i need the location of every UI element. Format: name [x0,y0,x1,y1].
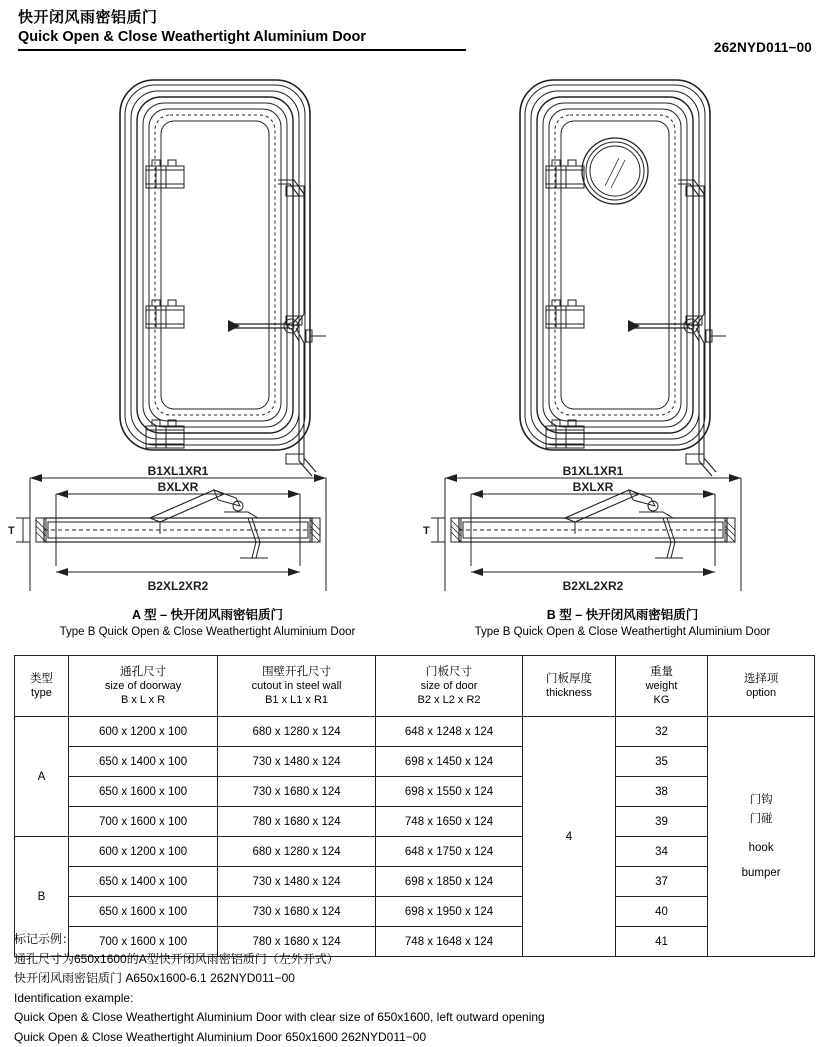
cell-weight: 41 [615,927,708,957]
table-row [15,777,815,807]
table-row [15,837,815,867]
cell-weight: 34 [615,837,708,867]
cell-weight: 37 [615,867,708,897]
header-door-sub: B2 x L2 x R2 [417,694,481,706]
cell-doorway: 650 x 1600 x 100 [68,897,217,927]
cell-door-size: 748 x 1650 x 124 [375,807,522,837]
note-line-6: Quick Open & Close Weathertight Aluminium Door 650x1600 262NYD011−00 [14,1029,427,1044]
header-thickness-cn: 门板厚度 [545,673,592,685]
header-option-en: option [746,687,777,699]
note-line-4: Identification example: [14,990,134,1005]
figure-a-caption-cn: A 型 – 快开闭风雨密铝质门 [132,608,283,622]
cell-door-size: 698 x 1450 x 124 [375,747,522,777]
thickness-mark-b: T [423,525,430,537]
cell-doorway: 600 x 1200 x 100 [68,717,217,747]
header-door-cn: 门板尺寸 [426,666,473,678]
header-cell-option [708,656,815,717]
figure-b-drawing [415,66,830,626]
cell-cutout: 780 x 1680 x 124 [218,927,376,957]
dim-label-mid-b: BXLXR [572,480,614,494]
document-code: 262NYD011−00 [713,40,812,55]
header-doorway-cn: 通孔尺寸 [120,666,167,678]
header-type-en: type [31,687,52,699]
option-line-4: bumper [741,866,781,879]
cell-cutout: 730 x 1480 x 124 [218,747,376,777]
note-line-2: 通孔尺寸为650x1600的A型快开闭风雨密铝质门（左外开式） [14,951,339,966]
option-line-1: 门钩 [749,793,773,806]
note-line-3: 快开闭风雨密铝质门 A650x1600-6.1 262NYD011−00 [14,971,295,985]
header-doorway-sub: B x L x R [120,694,166,706]
header-doorway-en: size of doorway [104,680,182,692]
header-option-cn: 选择项 [743,673,779,685]
cell-door-size: 698 x 1550 x 124 [375,777,522,807]
page-title-chinese: 快开闭风雨密铝质门 [18,9,158,26]
cell-cutout: 680 x 1280 x 124 [218,717,376,747]
table-header-row [15,656,815,717]
figure-b-caption [415,606,830,641]
note-line-1: 标记示例： [14,932,75,946]
header-cutout-cn: 围壁开孔尺寸 [262,666,332,678]
header-weight-sub: KG [653,694,670,706]
document-header [18,8,812,55]
cell-weight: 39 [615,807,708,837]
header-cell-cutout [218,656,376,717]
thickness-mark-a: T [8,525,15,537]
header-cutout-sub: B1 x L1 x R1 [265,694,329,706]
header-type-cn: 类型 [29,673,53,685]
cell-doorway: 650 x 1400 x 100 [68,747,217,777]
figure-b-caption-en: Type B Quick Open & Close Weathertight Aluminium Door [474,626,771,638]
option-line-3: hook [748,841,774,854]
cell-cutout: 680 x 1280 x 124 [218,837,376,867]
cell-door-size: 748 x 1648 x 124 [375,927,522,957]
table-row [15,717,815,747]
identification-example [14,930,815,1047]
dim-label-mid-a: BXLXR [157,480,199,494]
cell-thickness: 4 [523,717,616,957]
cell-weight: 38 [615,777,708,807]
cell-door-size: 648 x 1750 x 124 [375,837,522,867]
cell-cutout: 780 x 1680 x 124 [218,807,376,837]
cell-cutout: 730 x 1680 x 124 [218,777,376,807]
cell-weight: 32 [615,717,708,747]
technical-drawings [0,66,830,646]
header-cell-weight [615,656,708,717]
cell-door-size: 648 x 1248 x 124 [375,717,522,747]
cell-weight: 35 [615,747,708,777]
dim-label-top-a: B1XL1XR1 [147,464,209,478]
table-header [15,656,815,717]
title-underline [18,49,466,51]
header-weight-en: weight [645,680,678,692]
table-row [15,807,815,837]
dim-label-bottom-b: B2XL2XR2 [562,579,624,593]
cell-doorway: 650 x 1400 x 100 [68,867,217,897]
header-cell-type [15,656,69,717]
cell-option [708,717,815,957]
dim-label-bottom-a: B2XL2XR2 [147,579,209,593]
option-line-2: 门碰 [749,812,773,825]
figure-b-caption-cn: B 型 – 快开闭风雨密铝质门 [546,608,699,622]
figure-b [415,66,830,646]
cell-doorway: 600 x 1200 x 100 [68,837,217,867]
header-door-en: size of door [420,680,478,692]
cell-doorway: 650 x 1600 x 100 [68,777,217,807]
header-cell-thickness [523,656,616,717]
table-row [15,867,815,897]
cell-cutout: 730 x 1680 x 124 [218,897,376,927]
table-body [15,717,815,957]
table-row [15,897,815,927]
header-cell-door-size [375,656,522,717]
note-line-5: Quick Open & Close Weathertight Aluminium Door with clear size of 650x1600, left outward opening [14,1010,545,1024]
header-cell-doorway [68,656,217,717]
page-title-english: Quick Open & Close Weathertight Aluminium Door [18,29,367,45]
figure-a-caption-en: Type B Quick Open & Close Weathertight Aluminium Door [59,626,356,638]
dim-label-top-b: B1XL1XR1 [562,464,624,478]
specification-table [14,655,815,957]
figure-a [0,66,415,646]
cell-doorway: 700 x 1600 x 100 [68,927,217,957]
table-row [15,747,815,777]
cell-door-size: 698 x 1950 x 124 [375,897,522,927]
group-label-a: A [15,717,69,837]
header-thickness-en: thickness [546,687,592,699]
figure-a-caption [0,606,415,641]
header-weight-cn: 重量 [649,666,673,678]
cell-door-size: 698 x 1850 x 124 [375,867,522,897]
header-cutout-en: cutout in steel wall [251,680,342,692]
cell-cutout: 730 x 1480 x 124 [218,867,376,897]
cell-weight: 40 [615,897,708,927]
group-label-b: B [15,837,69,957]
figure-a-drawing [0,66,415,626]
cell-doorway: 700 x 1600 x 100 [68,807,217,837]
